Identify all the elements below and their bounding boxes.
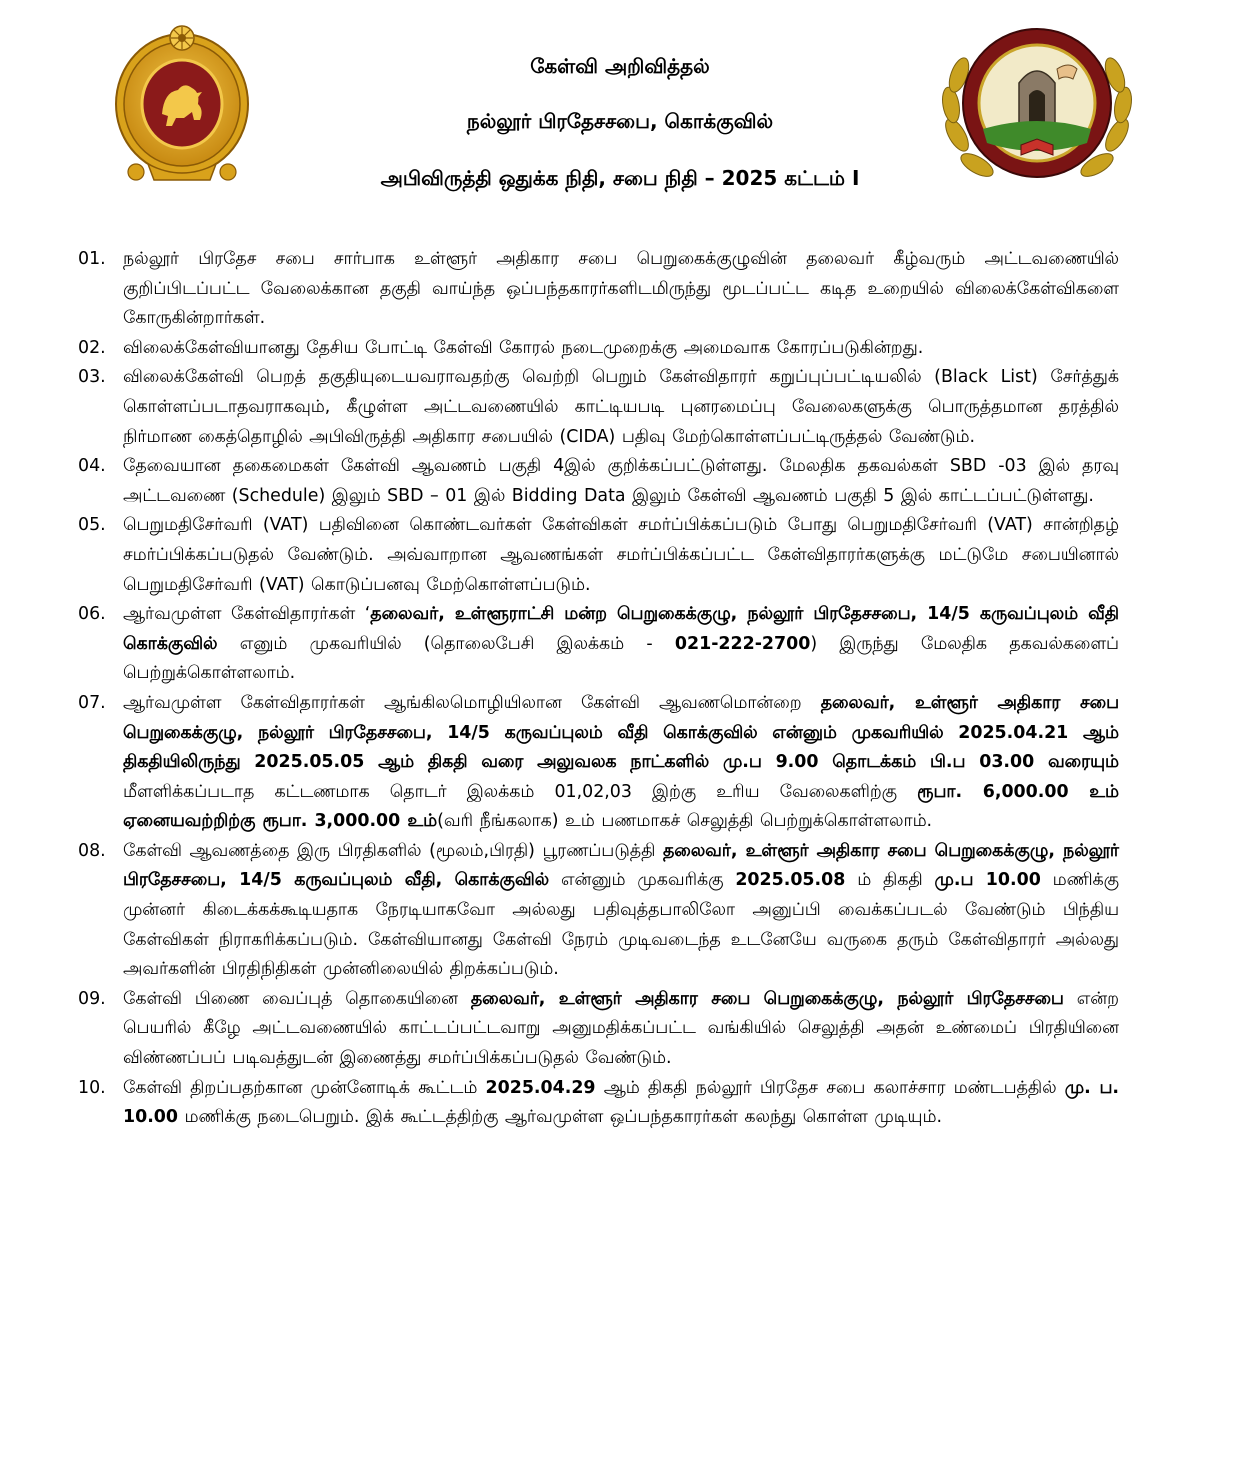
meeting-time: மு. ப. 10.00 bbox=[123, 1077, 1119, 1128]
item-text bbox=[123, 334, 1119, 364]
item-text-part: என்ற பெயரில் கீழே அட்டவணையில் காட்டப்பட்டவாறு அனுமதிக்கப்பட்ட வங்கியில் செலுத்தி அதன் உண்மைப் பிரதியினை விண்ணப்பப் படிவத்துடன் இணைத்து சமர்ப்பிக்கப்படுதல் வேண்டும். bbox=[123, 988, 1119, 1069]
item-text-part: (வரி நீங்கலாக) உம் பணமாகச் செலுத்தி பெற்றுக்கொள்ளலாம். bbox=[437, 811, 933, 832]
notice-item-10 bbox=[78, 1074, 1119, 1133]
item-text-part: கேள்வி பிணை வைப்புத் தொகையினை bbox=[123, 988, 471, 1009]
item-number: 09. bbox=[78, 988, 106, 1009]
item-text-part: எனும் முகவரியில் (தொலைபேசி இலக்கம் - bbox=[217, 633, 675, 654]
nallur-sabha-seal-icon bbox=[937, 25, 1137, 195]
notice-item-04 bbox=[78, 452, 1119, 511]
item-text bbox=[123, 985, 1119, 1074]
item-text bbox=[123, 837, 1119, 985]
notice-items bbox=[78, 245, 1119, 1133]
item-text-part: ஆர்வமுள்ள கேள்விதாரர்கள் ஆங்கிலமொழியிலான கேள்வி ஆவணமொன்றை bbox=[123, 692, 821, 713]
item-number: 02. bbox=[78, 337, 106, 358]
item-text bbox=[123, 511, 1119, 600]
meeting-date: 2025.04.29 bbox=[485, 1077, 596, 1098]
item-number: 07. bbox=[78, 692, 106, 713]
item-text-part: கேள்வி ஆவணத்தை இரு பிரதிகளில் (மூலம்,பிரதி) பூரணப்படுத்தி bbox=[123, 840, 663, 861]
item-text-part: விலைக்கேள்வியானது தேசிய போட்டி கேள்வி கோரல் நடைமுறைக்கு அமைவாக கோரப்படுகின்றது. bbox=[123, 337, 924, 358]
item-text-part: ஆம் திகதி நல்லூர் பிரதேச சபை கலாச்சார மண்டபத்தில் bbox=[595, 1077, 1065, 1098]
item-number: 05. bbox=[78, 515, 106, 536]
item-text-part: கேள்வி திறப்பதற்கான முன்னோடிக் கூட்டம் bbox=[123, 1077, 486, 1098]
item-text-part: ) இருந்து மேலதிக தகவல்களைப் பெற்றுக்கொள்ளலாம். bbox=[123, 633, 1119, 684]
item-text bbox=[123, 245, 1119, 334]
sri-lanka-emblem-icon bbox=[112, 22, 252, 186]
closing-time: மு.ப 10.00 bbox=[934, 870, 1041, 891]
item-number: 03. bbox=[78, 367, 106, 388]
item-text bbox=[123, 600, 1119, 689]
item-number: 01. bbox=[78, 249, 106, 269]
item-text-part: விலைக்கேள்வி பெறத் தகுதியுடையவராவதற்கு வெற்றி பெறும் கேள்விதாரர் கறுப்புப்பட்டியலில் (Black List) சேர்த்துக் கொள்ளப்படாதவராகவும், கீழுள்ள அட்டவணையில் காட்டியபடி புனரமைப்பு வேலைகளுக்கு பொருத்தமான தரத்தில் நிர்மாண கைத்தொழில் அபிவிருத்தி அதிகார சபையில் (CIDA) பதிவு மேற்கொள்ளப்பட்டிருத்தல் வேண்டும். bbox=[123, 367, 1119, 447]
notice-item-02 bbox=[78, 334, 1119, 364]
phone-number: 021-222-2700 bbox=[674, 633, 811, 654]
item-text bbox=[123, 363, 1119, 452]
item-text-part: பெறுமதிசேர்வரி (VAT) பதிவினை கொண்டவர்கள் கேள்விகள் சமர்ப்பிக்கப்படும் போது பெறுமதிசேர்வரி (VAT) சான்றிதழ் சமர்ப்பிக்கப்படுதல் வேண்டும். அவ்வாறான ஆவணங்கள் சமர்ப்பிக்கப்பட்ட கேள்விதாரர்களுக்கு மட்டுமே சபையினால் பெறுமதிசேர்வரி (VAT) கொடுப்பனவு மேற்கொள்ளப்படும். bbox=[123, 515, 1119, 595]
item-text-bold: தலைவர், உள்ளூர் அதிகார சபை பெறுகைக்குழு, நல்லூர் பிரதேசசபை, 14/5 கருவப்புலம் வீதி கொக்குவில் என்னும் முகவரியில் 2025.04.21 ஆம் திகதியிலிருந்து 2025.05.05 ஆம் திகதி வரை அலுவலக நாட்களில் மு.ப 9.00 தொடக்கம் பி.ப 03.00 வரையும் bbox=[123, 692, 1120, 773]
notice-title: கேள்வி அறிவித்தல் bbox=[530, 54, 710, 78]
item-number: 06. bbox=[78, 604, 106, 625]
notice-item-08 bbox=[78, 837, 1119, 985]
item-text-bold: தலைவர், உள்ளூராட்சி மன்ற பெறுகைக்குழு, நல்லூர் பிரதேசசபை, 14/5 கருவப்புலம் வீதி கொக்குவில் bbox=[123, 604, 1120, 654]
item-text-part: மணிக்கு முன்னர் கிடைக்கக்கூடியதாக நேரடியாகவோ அல்லது பதிவுத்தபாலிலோ அனுப்பி வைக்கப்படல் வேண்டும் பிந்திய கேள்விகள் நிராகரிக்கப்படும். கேள்வியானது கேள்வி நேரம் முடிவடைந்த உடனேயே வருகை தரும் கேள்விதாரர் அல்லது அவர்களின் பிரதிநிதிகள் முன்னிலையில் திறக்கப்படும். bbox=[123, 870, 1119, 980]
fee-amounts: ரூபா. 6,000.00 உம் ஏனையவற்றிற்கு ரூபா. 3,000.00 உம் bbox=[123, 781, 1119, 832]
item-text-part: ம் திகதி bbox=[845, 870, 935, 891]
item-text-part: மணிக்கு நடைபெறும். இக் கூட்டத்திற்கு ஆர்வமுள்ள ஒப்பந்தகாரர்கள் கலந்து கொள்ள முடியும். bbox=[178, 1107, 942, 1128]
closing-date: 2025.05.08 bbox=[735, 870, 846, 891]
notice-item-03 bbox=[78, 363, 1119, 452]
notice-item-09 bbox=[78, 985, 1119, 1074]
item-text bbox=[123, 452, 1119, 511]
item-text-bold: தலைவர், உள்ளூர் அதிகார சபை பெறுகைக்குழு, நல்லூர் பிரதேசசபை bbox=[470, 988, 1064, 1009]
item-text bbox=[123, 689, 1119, 837]
notice-item-05 bbox=[78, 511, 1119, 600]
item-text-part: என்னும் முகவரிக்கு bbox=[549, 870, 736, 891]
notice-item-01 bbox=[78, 245, 1119, 334]
notice-item-06 bbox=[78, 600, 1119, 689]
notice-item-07 bbox=[78, 689, 1119, 837]
item-text-bold: தலைவர், உள்ளூர் அதிகார சபை பெறுகைக்குழு, நல்லூர் பிரதேசசபை, 14/5 கருவப்புலம் வீதி, கொக்குவில் bbox=[123, 840, 1119, 891]
item-text-part: நல்லூர் பிரதேச சபை சார்பாக உள்ளூர் அதிகார சபை பெறுகைக்குழுவின் தலைவர் கீழ்வரும் அட்டவணையில் குறிப்பிடப்பட்ட வேலைக்கான தகுதி வாய்ந்த ஒப்பந்தகாரர்களிடமிருந்து மூடப்பட்ட கடித உறையில் விலைக்கேள்விகளை கோருகின்றார்கள். bbox=[123, 249, 1119, 329]
fund-title: அபிவிருத்தி ஒதுக்க நிதி, சபை நிதி – 2025 கட்டம் I bbox=[380, 166, 860, 190]
item-number: 10. bbox=[78, 1077, 106, 1098]
organization-name: நல்லூர் பிரதேசசபை, கொக்குவில் bbox=[466, 109, 774, 133]
item-text-part: தேவையான தகைமைகள் கேள்வி ஆவணம் பகுதி 4இல் குறிக்கப்பட்டுள்ளது. மேலதிக தகவல்கள் SBD -03 இல் தரவு அட்டவணை (Schedule) இலும் SBD – 01 இல் Bidding Data இலும் கேள்வி ஆவணம் பகுதி 5 இல் காட்டப்பட்டுள்ளது. bbox=[123, 456, 1119, 506]
item-number: 08. bbox=[78, 840, 106, 861]
item-text bbox=[123, 1074, 1119, 1133]
item-text-part: ஆர்வமுள்ள கேள்விதாரர்கள் ‘ bbox=[123, 604, 371, 625]
item-number: 04. bbox=[78, 456, 106, 477]
item-text-part: மீளளிக்கப்படாத கட்டணமாக தொடர் இலக்கம் 01,02,03 இற்கு உரிய வேலைகளிற்கு bbox=[123, 781, 918, 802]
